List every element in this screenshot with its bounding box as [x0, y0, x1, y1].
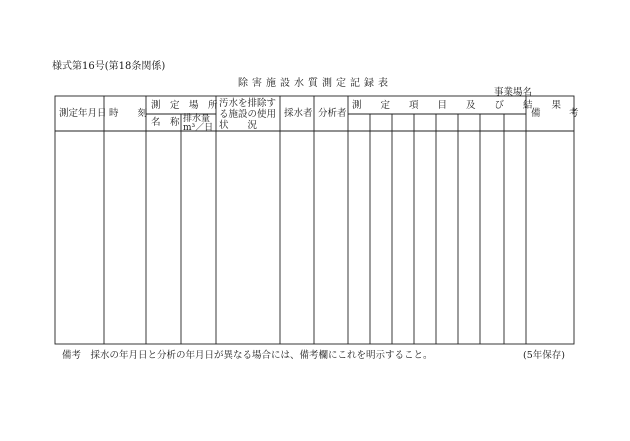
header-discharge-unit: m³／日	[183, 123, 214, 133]
header-location-name: 名 称	[151, 117, 180, 128]
table-outer-border	[55, 96, 574, 344]
retention-period: (5年保存)	[523, 350, 565, 361]
header-results-group: 測 定 項 目 及 び 結 果	[352, 100, 562, 111]
header-location-group: 測 定 場 所	[151, 100, 218, 111]
site-name-label: 事業場名	[494, 87, 533, 98]
header-remarks: 備 考	[531, 108, 579, 119]
header-facility-status-3: 状 況	[219, 120, 258, 131]
header-sampler: 採水者	[284, 108, 313, 119]
header-discharge-volume: 排水量	[183, 114, 211, 124]
footer-note: 備考 採水の年月日と分析の年月日が異なる場合には、備考欄にこれを明示すること。	[62, 350, 433, 361]
header-facility-status-2: る施設の使用	[219, 109, 277, 120]
header-analyst: 分析者	[318, 108, 347, 119]
header-time: 時 刻	[109, 108, 148, 119]
header-date: 測定年月日	[59, 108, 107, 119]
form-title: 除害施設水質測定記録表	[238, 78, 392, 89]
form-number: 様式第16号(第18条関係)	[52, 61, 166, 72]
header-facility-status-1: 汚水を排除す	[219, 98, 277, 109]
